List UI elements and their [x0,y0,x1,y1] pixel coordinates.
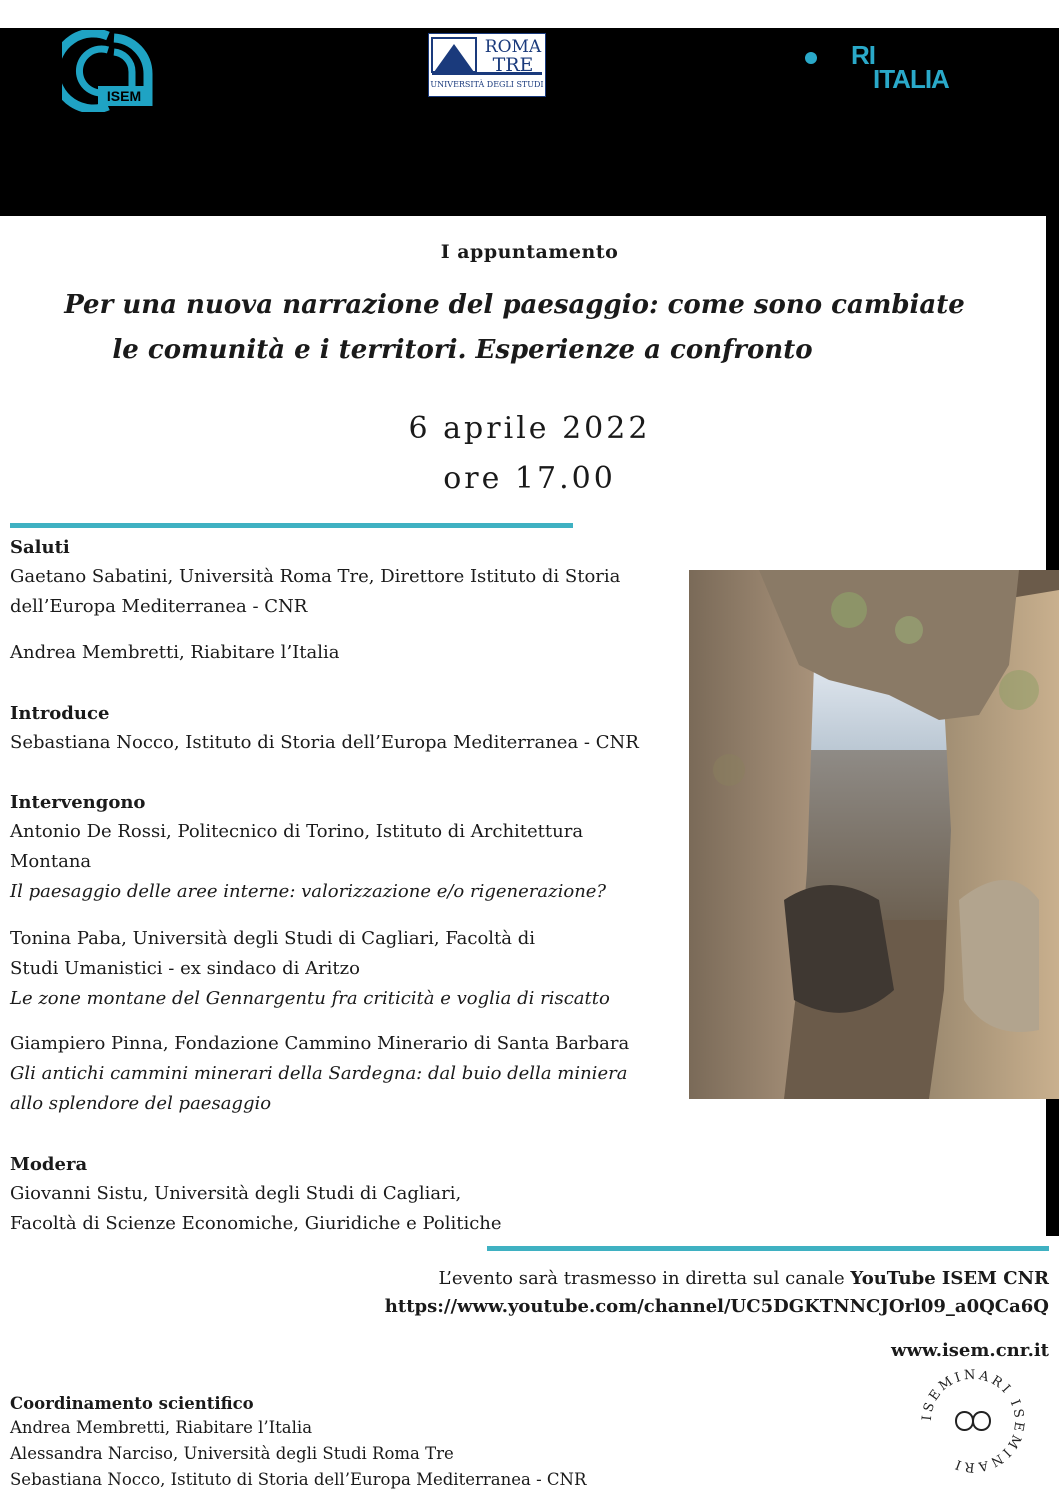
svg-text:ISEMINARI ISEMINARI: ISEMINARI ISEMINARI [919,1367,1027,1475]
introduce-heading: Introduce [10,703,110,724]
saluti-line-1b: dell’Europa Mediterranea - CNR [10,596,308,617]
divider-bottom [487,1246,1049,1251]
divider-top [10,523,573,528]
modera-heading: Modera [10,1154,88,1175]
svg-text:ROMA: ROMA [484,37,542,57]
coordination-heading: Coordinamento scientifico [10,1394,254,1413]
saluti-line-1a: Gaetano Sabatini, Università Roma Tre, Direttore Istituto di Storia [10,566,621,587]
svg-text:TRE: TRE [492,54,534,76]
saluti-line-2: Andrea Membretti, Riabitare l’Italia [10,642,340,663]
ri-dot-icon [805,52,817,64]
stream-channel-link[interactable]: YouTube ISEM CNR [850,1268,1049,1289]
modera-line-a: Giovanni Sistu, Università degli Studi di Cagliari, [10,1183,462,1204]
coordination-line-1: Andrea Membretti, Riabitare l’Italia [10,1418,313,1437]
cnr-isem-logo [62,30,154,112]
event-title-line1: Per una nuova narrazione del paesaggio: come sono cambiate [64,290,965,320]
stream-text: L’evento sarà trasmesso in diretta sul canale [438,1268,851,1289]
event-time: ore 17.00 [443,461,616,496]
speaker2-talk: Le zone montane del Gennargentu fra criticità e voglia di riscatto [10,988,610,1009]
iseminari-seal-logo [918,1365,1028,1477]
speaker3-line-a: Giampiero Pinna, Fondazione Cammino Minerario di Santa Barbara [10,1033,630,1054]
speaker3-talk-a: Gli antichi cammini minerari della Sardegna: dal buio della miniera [10,1063,628,1084]
rock-window-photo [689,570,1059,1099]
coordination-line-2: Alessandra Narciso, Università degli Studi Roma Tre [10,1444,454,1463]
modera-line-b: Facoltà di Scienze Economiche, Giuridiche e Politiche [10,1213,502,1234]
intervengono-heading: Intervengono [10,792,146,813]
event-series: I appuntamento [440,241,619,263]
speaker1-line-b: Montana [10,851,92,872]
speaker2-line-a: Tonina Paba, Università degli Studi di Cagliari, Facoltà di [10,928,536,949]
ri-logo-line1: RI [851,40,875,70]
coordination-line-3: Sebastiana Nocco, Istituto di Storia dell’Europa Mediterranea - CNR [10,1470,587,1489]
speaker2-line-b: Studi Umanistici - ex sindaco di Aritzo [10,958,360,979]
cnr-logo-text: ISEM [106,88,142,104]
stream-url-link[interactable]: https://www.youtube.com/channel/UC5DGKTNNCJOrl09_a0QCa6Q [384,1296,1049,1317]
stream-info [438,1268,1049,1289]
event-date: 6 aprile 2022 [408,411,651,446]
event-title-line2: le comunità e i territori. Esperienze a confronto [112,335,813,365]
speaker1-line-a: Antonio De Rossi, Politecnico di Torino, Istituto di Architettura [10,821,584,842]
ri-logo-line2: ITALIA [873,64,949,94]
website-link[interactable]: www.isem.cnr.it [891,1340,1049,1361]
introduce-line-1: Sebastiana Nocco, Istituto di Storia dell’Europa Mediterranea - CNR [10,732,639,753]
roma-tre-logo [428,33,546,97]
speaker1-talk: Il paesaggio delle aree interne: valorizzazione e/o rigenerazione? [10,881,607,902]
svg-text:UNIVERSITÀ DEGLI STUDI: UNIVERSITÀ DEGLI STUDI [430,80,544,89]
speaker3-talk-b: allo splendore del paesaggio [10,1093,272,1114]
saluti-heading: Saluti [10,537,70,558]
